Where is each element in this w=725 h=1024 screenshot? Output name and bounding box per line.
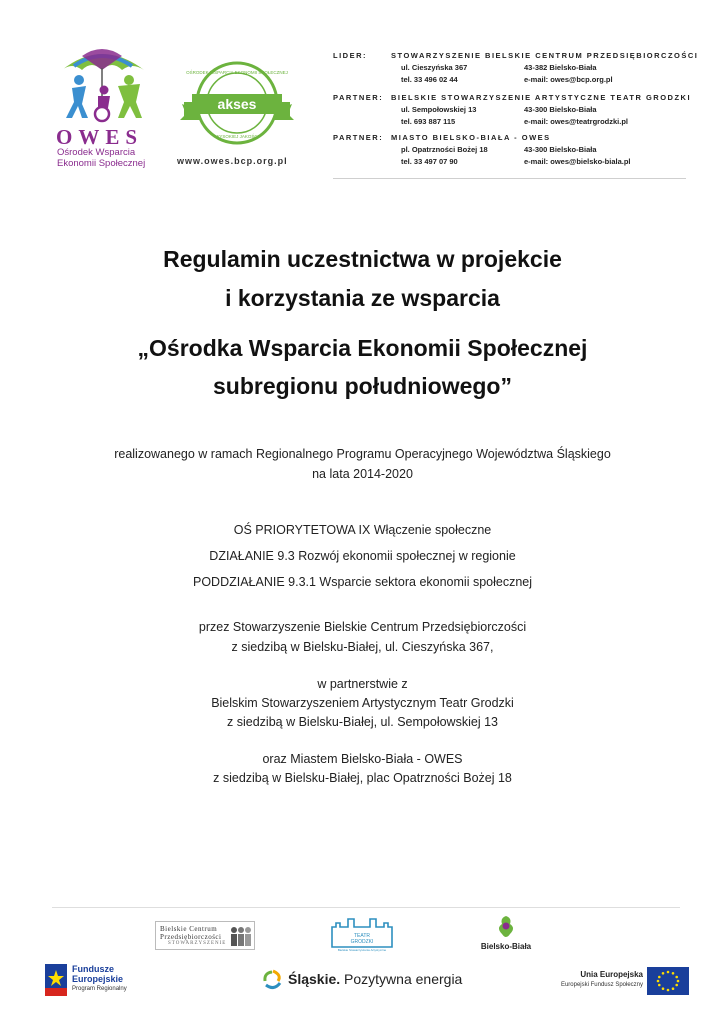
- partner-phone-miasto: tel. 33 497 07 90: [401, 157, 458, 166]
- partner-phone-lider: tel. 33 496 02 44: [401, 75, 458, 84]
- partner-address-miasto: pl. Opatrzności Bożej 18: [401, 145, 488, 154]
- by-line1: przez Stowarzyszenie Bielskie Centrum Przedsiębiorczości: [198, 620, 527, 634]
- program-line2: na lata 2014-2020: [312, 467, 413, 481]
- ue-line1: Unia Europejska: [580, 970, 643, 979]
- partner-role-teatr: PARTNER:: [333, 93, 384, 102]
- by-line2: z siedzibą w Bielsku-Białej, ul. Cieszyńska 367,: [231, 640, 494, 654]
- owes-umbrella-icon: [52, 44, 152, 124]
- title-line1: Regulamin uczestnictwa w projekcie: [163, 246, 562, 272]
- akses-seal: [178, 58, 296, 148]
- slaskie-brand: Śląskie.: [288, 971, 341, 987]
- partner-name-miasto: MIASTO BIELSKO-BIAŁA - OWES: [391, 133, 551, 142]
- akses-center-text: akses: [217, 96, 257, 112]
- owes-subtitle-line1: Ośrodek Wsparcia: [57, 147, 136, 158]
- fe-line2: Europejskie: [72, 974, 124, 984]
- subaction-line: PODDZIAŁANIE 9.3.1 Wsparcie sektora ekonomii społecznej: [192, 575, 533, 589]
- bielsko-biala-label: Bielsko-Biała: [480, 942, 532, 951]
- partner-city-miasto: 43-300 Bielsko-Biała: [524, 145, 597, 154]
- priority-axis: OŚ PRIORYTETOWA IX Włączenie społeczne: [233, 523, 492, 537]
- title-line2: i korzystania ze wsparcia: [225, 285, 500, 311]
- teatr-castle-icon: [328, 917, 396, 953]
- partner-email-teatr[interactable]: e-mail: owes@teatrgrodzki.pl: [524, 117, 629, 126]
- fe-line1: Fundusze: [72, 964, 114, 974]
- akses-ring-top: OŚRODEK WSPARCIA EKONOMII SPOŁECZNEJ: [186, 70, 288, 75]
- website-link[interactable]: www.owes.bcp.org.pl: [177, 156, 288, 166]
- fundusze-europejskie-logo: [45, 962, 155, 1002]
- partner-role-lider: LIDER:: [333, 51, 367, 60]
- and-line2: z siedzibą w Bielsku-Białej, plac Opatrzności Bożej 18: [213, 771, 512, 785]
- partner-address-lider: ul. Cieszyńska 367: [401, 63, 468, 72]
- title-line4: subregionu południowego”: [213, 373, 512, 399]
- slaskie-swirl-icon: [262, 969, 284, 991]
- teatr-line3: Bielskie Stowarzyszenie Artystyczne: [337, 948, 387, 952]
- partner-name-lider: STOWARZYSZENIE BIELSKIE CENTRUM PRZEDSIĘBIORCZOŚCI: [391, 51, 699, 60]
- unia-europejska-logo: [555, 964, 690, 998]
- partner-name-teatr: BIELSKIE STOWARZYSZENIE ARTYSTYCZNE TEATR GRODZKI: [391, 93, 692, 102]
- partner-role-miasto: PARTNER:: [333, 133, 384, 142]
- program-line1: realizowanego w ramach Regionalnego Programu Operacyjnego Województwa Śląskiego: [114, 447, 611, 461]
- akses-seal-icon: [178, 58, 296, 148]
- akses-ring-bottom: WYSOKIEJ JAKOŚCI: [215, 134, 259, 139]
- partner-city-teatr: 43-300 Bielsko-Biała: [524, 105, 597, 114]
- partner-email-miasto[interactable]: e-mail: owes@bielsko-biala.pl: [524, 157, 631, 166]
- bielsko-biala-logo: [470, 912, 542, 960]
- title-line3: „Ośrodka Wsparcia Ekonomii Społecznej: [137, 335, 588, 361]
- teatr-line1: TEATR: [353, 933, 371, 939]
- partner-email-lider[interactable]: e-mail: owes@bcp.org.pl: [524, 75, 613, 84]
- bcp-logo: [155, 921, 255, 950]
- bcp-line1: Bielskie Centrum: [160, 925, 218, 933]
- partnership-line1: w partnerstwie z: [317, 677, 408, 691]
- teatr-line2: GRODZKI: [350, 939, 374, 945]
- bcp-people-icon: [228, 925, 252, 947]
- fe-star-icon: [45, 964, 67, 996]
- header-divider: [333, 178, 686, 179]
- and-line1: oraz Miastem Bielsko-Biała - OWES: [262, 752, 463, 766]
- footer-divider: [52, 907, 680, 908]
- partner-phone-teatr: tel. 693 887 115: [401, 117, 456, 126]
- owes-subtitle-line2: Ekonomii Społecznej: [57, 158, 146, 169]
- bcp-line3: STOWARZYSZENIE: [168, 941, 227, 946]
- bielsko-biala-emblem-icon: [496, 914, 516, 940]
- fe-line3: Program Regionalny: [72, 986, 127, 992]
- teatr-grodzki-logo: [328, 917, 396, 953]
- partner-address-teatr: ul. Sempołowskiej 13: [401, 105, 477, 114]
- action-line: DZIAŁANIE 9.3 Rozwój ekonomii społecznej w regionie: [209, 549, 516, 563]
- partnership-line2: Bielskim Stowarzyszeniem Artystycznym Teatr Grodzki: [211, 696, 514, 710]
- owes-subtitle: [57, 147, 145, 169]
- slaskie-tagline: Pozytywna energia: [340, 971, 463, 987]
- owes-wordmark: OWES: [56, 125, 144, 149]
- partnership-line3: z siedzibą w Bielsku-Białej, ul. Sempołowskiej 13: [227, 715, 498, 729]
- bcp-line2: Przedsiębiorczości: [160, 933, 222, 941]
- slaskie-logo: [262, 968, 472, 994]
- eu-flag-icon: [647, 967, 689, 995]
- ue-line2: Europejski Fundusz Społeczny: [560, 982, 643, 988]
- partner-city-lider: 43-382 Bielsko-Biała: [524, 63, 597, 72]
